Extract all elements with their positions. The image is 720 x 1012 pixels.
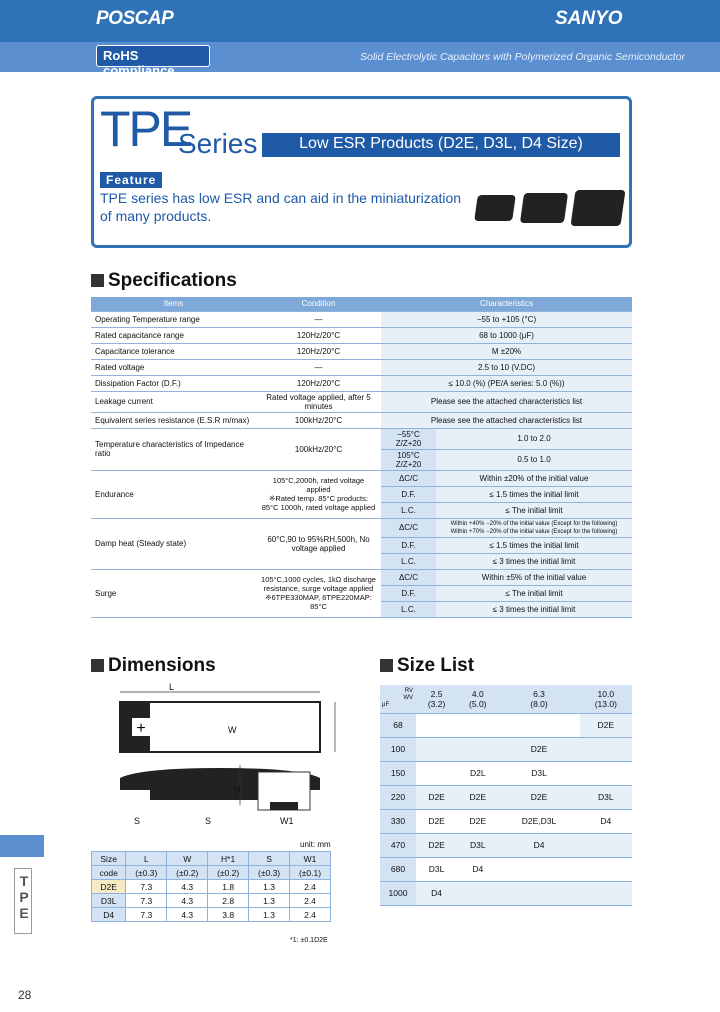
table-row: 470 D2E D3L D4 [380, 833, 632, 857]
table-row: 100 D2E [380, 737, 632, 761]
size-list-table [380, 685, 632, 906]
poscap-logo: POSCAP [96, 8, 174, 29]
rohs-badge: RoHS compliance [96, 45, 210, 67]
dimension-drawing [110, 680, 350, 830]
table-row: L.C. ≤ The initial limit [91, 502, 632, 518]
plus-icon: + [136, 720, 146, 737]
table-row: Equivalent series resistance (E.S.R m/max) 100kHz/20°C Please see the attached characteristics list [91, 412, 632, 428]
specifications-table [91, 297, 632, 618]
table-row: D3L 7.3 4.3 2.8 1.3 2.4 [92, 894, 331, 908]
sanyo-logo: SANYO [555, 8, 623, 29]
table-row: 68 D2E [380, 713, 632, 737]
label-h: H [234, 785, 241, 795]
table-row: Damp heat (Steady state) 60°C,90 to 95%RH,500h, No voltage applied ΔC/C Within +40% −20% of the initial value (Except for the following) Within +70% −20% of the initial value (Except for the following) [91, 518, 632, 537]
page-number: 28 [18, 988, 32, 1002]
table-row: Endurance 105°C,2000h, rated voltage applied ※Rated temp. 85°C products: 85°C 1000h, rated voltage applied ΔC/C Within ±20% of the initial value [91, 470, 632, 486]
table-row: Temperature characteristics of Impedance ratio 100kHz/20°C −55°C Z/Z+20 1.0 to 2.0 [91, 428, 632, 449]
header-condition: Condition [256, 297, 381, 311]
table-row: 105°C Z/Z+20 0.5 to 1.0 [91, 449, 632, 470]
table-row: Surge 105°C,1000 cycles, 1kΩ discharge resistance, surge voltage applied ※6TPE330MAP, 6TPE220MAP: 85°C ΔC/C Within ±5% of the initial value [91, 569, 632, 585]
feature-text: TPE series has low ESR and can aid in the miniaturization of many products. [100, 190, 462, 224]
terminal-end [270, 802, 298, 810]
table-row: 220 D2E D2E D2E D3L [380, 785, 632, 809]
table-row: Rated capacitance range 120Hz/20°C 68 to 1000 (μF) [91, 327, 632, 343]
label-s-right: S [205, 816, 212, 826]
table-row: Capacitance tolerance 120Hz/20°C M ±20% [91, 343, 632, 359]
capacitor-image-large [570, 190, 625, 226]
table-row: 150 D2L D3L [380, 761, 632, 785]
label-l: L [169, 682, 175, 692]
label-w: W [228, 725, 237, 735]
capacitor-image-medium [520, 193, 568, 223]
table-row: Rated voltage — 2.5 to 10 (V.DC) [91, 359, 632, 375]
size-list-heading: Size List [380, 655, 474, 677]
table-header-row [91, 297, 632, 311]
table-row: L.C. ≤ 3 times the initial limit [91, 601, 632, 617]
label-w1: W1 [280, 816, 294, 826]
footnote: *1: ±0.1D2E [290, 937, 328, 944]
label-s-left: S [134, 816, 141, 826]
table-row: Dissipation Factor (D.F.) 120Hz/20°C ≤ 10.0 (%) (PE/A series: 5.0 (%)) [91, 375, 632, 391]
dimensions-heading: Dimensions [91, 655, 216, 677]
table-row: L.C. ≤ 3 times the initial limit [91, 553, 632, 569]
dimensions-table [91, 851, 331, 922]
table-row: D4 7.3 4.3 3.8 1.3 2.4 [92, 908, 331, 922]
side-tab-bar [0, 835, 44, 857]
table-row: D.F. ≤ The initial limit [91, 585, 632, 601]
series-subtitle: Low ESR Products (D2E, D3L, D4 Size) [262, 133, 620, 157]
table-header-row: code (±0.3) (±0.2) (±0.2) (±0.3) (±0.1) [92, 866, 331, 880]
capacitor-image-small [474, 195, 516, 221]
header-items: Items [91, 297, 256, 311]
series-name: TPE [100, 101, 192, 157]
tagline: Solid Electrolytic Capacitors with Polymerized Organic Semiconductor [360, 51, 686, 63]
unit-note: unit: mm [300, 840, 331, 849]
side-tab-tpe: TPE [14, 868, 32, 934]
table-row: D2E 7.3 4.3 1.8 1.3 2.4 [92, 880, 331, 894]
header-characteristics: Characteristics [381, 297, 632, 311]
table-header-row: RV WV μF 2.5 (3.2) 4.0 (5.0) 6.3 (8.0) 10.0 (13.0) [380, 685, 632, 713]
feature-label: Feature [100, 172, 162, 188]
series-suffix: Series [178, 128, 258, 159]
table-row: Leakage current Rated voltage applied, after 5 minutes Please see the attached characteristics list [91, 391, 632, 412]
table-row: D.F. ≤ 1.5 times the initial limit [91, 486, 632, 502]
table-row: 1000 D4 [380, 881, 632, 905]
table-row: D.F. ≤ 1.5 times the initial limit [91, 537, 632, 553]
table-row: 330 D2E D2E D2E,D3L D4 [380, 809, 632, 833]
specifications-heading: Specifications [91, 270, 237, 292]
table-row: Operating Temperature range — −55 to +105 (°C) [91, 311, 632, 327]
table-row: 680 D3L D4 [380, 857, 632, 881]
table-header-row: Size L W H*1 S W1 [92, 852, 331, 866]
